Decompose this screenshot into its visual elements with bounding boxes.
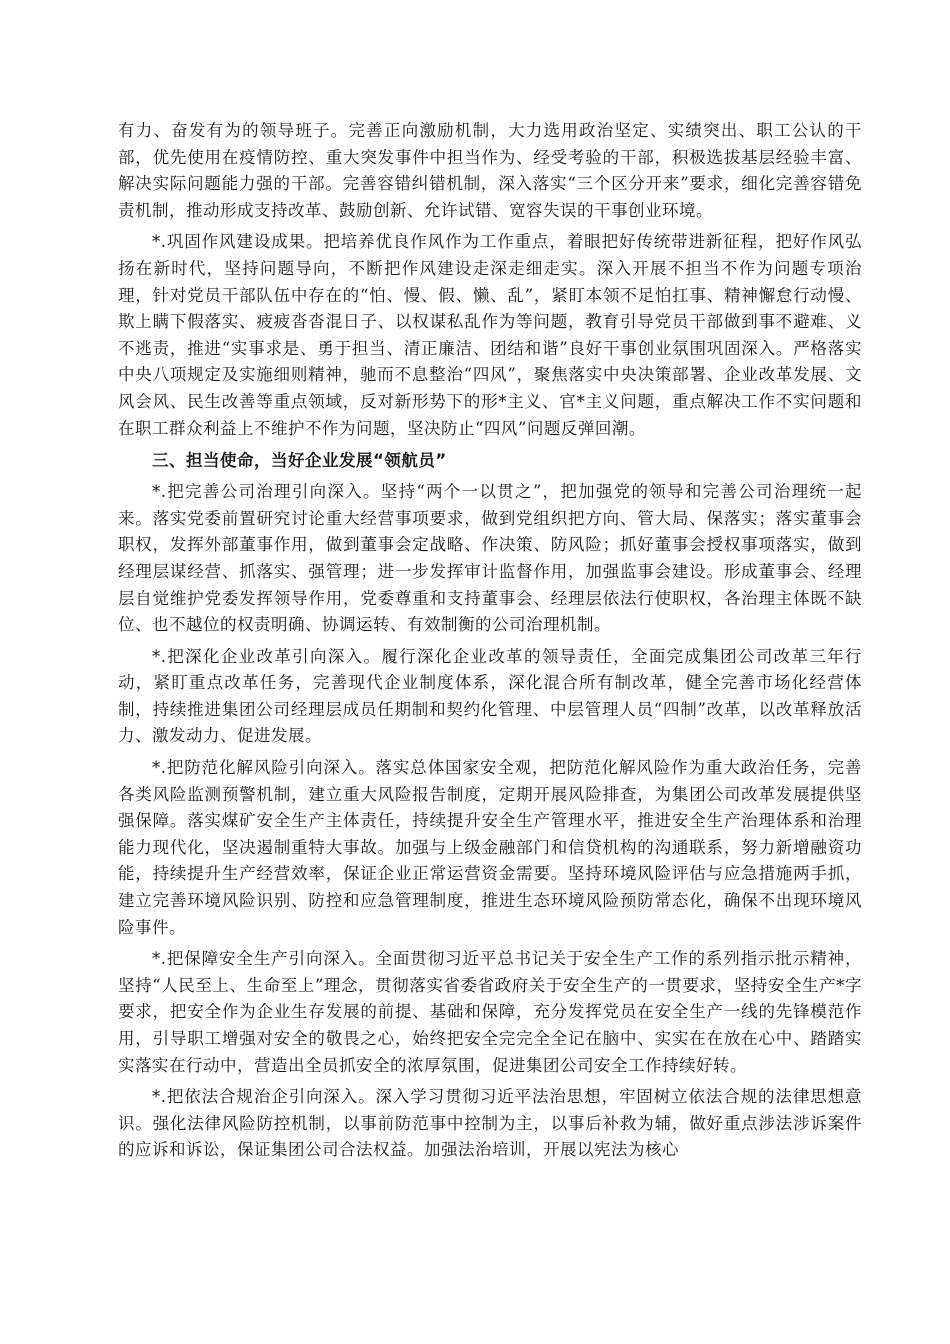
paragraph-legal-compliance: *.把依法合规治企引向深入。深入学习贯彻习近平法治思想，牢固树立依法合规的法律思想意识。强化法律风险防控机制，以事前防范事中控制为主，以事后补救为辅，做好重点涉法涉诉案件的应诉和诉讼，保证集团公司合法权益。加强法治培训，开展以宪法为核心 <box>118 1087 862 1160</box>
document-page <box>118 118 862 1169</box>
paragraph-enterprise-reform: *.把深化企业改革引向深入。履行深化企业改革的领导责任，全面完成集团公司改革三年行动，紧盯重点改革任务，完善现代企业制度体系，深化混合所有制改革，健全完善市场化经营体制，持续推进集团公司经理层成员任期制和契约化管理、中层管理人员“四制”改革，以改革释放活力、激发动力、促进发展。 <box>118 646 862 746</box>
paragraph-corporate-governance: *.把完善公司治理引向深入。坚持“两个一以贯之”，把加强党的领导和完善公司治理统一起来。落实党委前置研究讨论重大经营事项要求，做到党组织把方向、管大局、保落实；落实董事会职权，发挥外部董事作用，做到董事会定战略、作决策、防风险；抓好董事会授权事项落实，做到经理层谋经营、抓落实、强管理；进一步发挥审计监督作用，加强监事会建设。形成董事会、经理层自觉维护党委发挥领导作用，党委尊重和支持董事会、经理层依法行使职权，各治理主体既不缺位、也不越位的权责明确、协调运转、有效制衡的公司治理机制。 <box>118 482 862 635</box>
paragraph-risk-prevention: *.把防范化解风险引向深入。落实总体国家安全观，把防范化解风险作为重大政治任务，完善各类风险监测预警机制，建立重大风险报告制度，定期开展风险排查，为集团公司改革发展提供坚强保障。落实煤矿安全生产主体责任，持续提升安全生产管理水平，推进安全生产治理体系和治理能力现代化，坚决遏制重特大事故。加强与上级金融部门和信贷机构的沟通联系，努力新增融资功能，持续提升生产经营效率，保证企业正常运营资金需要。坚持环境风险评估与应急措施两手抓，建立完善环境风险识别、防控和应急管理制度，推进生态环境风险预防常态化，确保不出现环境风险事件。 <box>118 758 862 937</box>
paragraph-work-style: *.巩固作风建设成果。把培养优良作风作为工作重点，着眼把好传统带进新征程，把好作风弘扬在新时代，坚持问题导向，不断把作风建设走深走细走实。深入开展不担当不作为问题专项治理，针对党员干部队伍中存在的“怕、慢、假、懒、乱”，紧盯本领不足怕扛事、精神懈怠行动慢、欺上瞒下假落实、疲疲沓沓混日子、以权谋私乱作为等问题，教育引导党员干部做到事不避难、义不逃责，推进“实事求是、勇于担当、清正廉洁、团结和谐”良好干事创业氛围巩固深入。严格落实中央八项规定及实施细则精神，驰而不息整治“四风”，聚焦落实中央决策部署、企业改革发展、文风会风、民生改善等重点领域，反对新形势下的形*主义、官*主义问题，重点解决工作不实问题和在职工群众利益上不维护不作为问题，坚决防止“四风”问题反弹回潮。 <box>118 232 862 438</box>
paragraph-safety-production: *.把保障安全生产引向深入。全面贯彻习近平总书记关于安全生产工作的系列指示批示精神，坚持“人民至上、生命至上”理念，贯彻落实省委省政府关于安全生产的一贯要求，坚持安全生产*字要求，把安全作为企业生存发展的前提、基础和保障，充分发挥党员在安全生产一线的先锋模范作用，引导职工增强对安全的敬畏之心，始终把安全完完全全记在脑中、实实在在放在心中、踏踏实实落实在行动中，营造出全员抓安全的浓厚氛围，促进集团公司安全工作持续好转。 <box>118 949 862 1075</box>
section-heading-three: 三、担当使命，当好企业发展“领航员” <box>152 451 447 471</box>
paragraph-leadership-team: 有力、奋发有为的领导班子。完善正向激励机制，大力选用政治坚定、实绩突出、职工公认的干部，优先使用在疫情防控、重大突发事件中担当作为、经受考验的干部，积极选拔基层经验丰富、解决实际问题能力强的干部。完善容错纠错机制，深入落实“三个区分开来”要求，细化完善容错免责机制，推动形成支持改革、鼓励创新、允许试错、宽容失误的干事创业环境。 <box>118 121 862 220</box>
